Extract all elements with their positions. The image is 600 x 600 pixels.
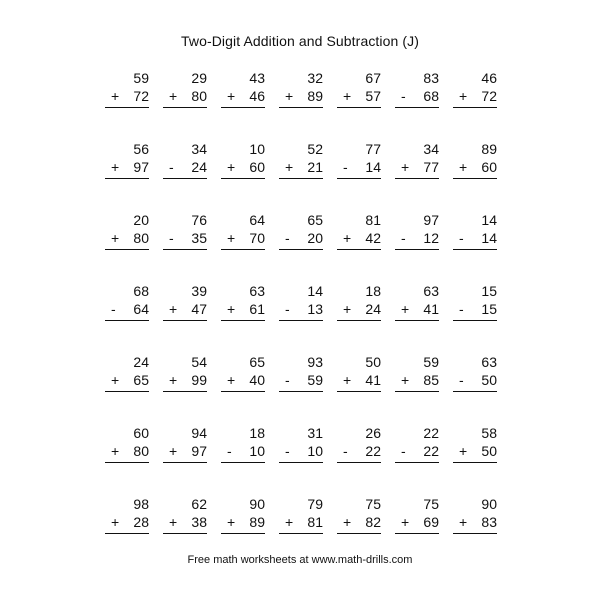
operator-sign: + (401, 301, 410, 317)
math-problem (395, 66, 439, 122)
answer-line (163, 249, 207, 250)
operator-sign: + (227, 230, 236, 246)
answer-line (221, 107, 265, 108)
answer-line (163, 107, 207, 108)
math-problem (163, 208, 207, 264)
answer-line (337, 391, 381, 392)
operator-sign: - (343, 443, 348, 459)
top-operand: 65 (307, 212, 323, 228)
math-problem (337, 279, 381, 335)
operator-sign: + (227, 301, 236, 317)
math-problem (337, 137, 381, 193)
bottom-operand: 41 (423, 301, 439, 317)
math-problem (337, 66, 381, 122)
answer-line (337, 320, 381, 321)
bottom-operand: 14 (481, 230, 497, 246)
operator-sign: + (401, 514, 410, 530)
top-operand: 64 (249, 212, 265, 228)
top-operand: 94 (191, 425, 207, 441)
answer-line (163, 178, 207, 179)
math-problem (221, 66, 265, 122)
operator-sign: - (285, 301, 290, 317)
top-operand: 46 (481, 70, 497, 86)
math-problem (105, 66, 149, 122)
answer-line (105, 249, 149, 250)
math-problem (453, 492, 497, 548)
bottom-operand: 10 (249, 443, 265, 459)
worksheet-title: Two-Digit Addition and Subtraction (J) (180, 33, 420, 49)
worksheet-footer: Free math worksheets at www.math-drills.com (187, 554, 413, 566)
bottom-operand: 64 (133, 301, 149, 317)
answer-line (221, 391, 265, 392)
operator-sign: + (227, 88, 236, 104)
top-operand: 52 (307, 141, 323, 157)
math-problem (337, 208, 381, 264)
top-operand: 54 (191, 354, 207, 370)
operator-sign: + (459, 159, 468, 175)
operator-sign: - (285, 443, 290, 459)
math-problem (395, 208, 439, 264)
operator-sign: + (343, 514, 352, 530)
operator-sign: + (169, 372, 178, 388)
bottom-operand: 22 (365, 443, 381, 459)
top-operand: 63 (481, 354, 497, 370)
top-operand: 34 (191, 141, 207, 157)
answer-line (105, 533, 149, 534)
bottom-operand: 80 (191, 88, 207, 104)
math-problem (279, 279, 323, 335)
answer-line (453, 320, 497, 321)
top-operand: 60 (133, 425, 149, 441)
math-problem (453, 137, 497, 193)
answer-line (221, 178, 265, 179)
operator-sign: + (111, 159, 120, 175)
math-problem (221, 421, 265, 477)
operator-sign: - (343, 159, 348, 175)
math-problem (279, 208, 323, 264)
math-problem (105, 279, 149, 335)
math-problem (163, 66, 207, 122)
bottom-operand: 68 (423, 88, 439, 104)
math-problem (453, 350, 497, 406)
math-problem (221, 492, 265, 548)
answer-line (337, 107, 381, 108)
bottom-operand: 22 (423, 443, 439, 459)
bottom-operand: 28 (133, 514, 149, 530)
answer-line (221, 249, 265, 250)
top-operand: 97 (423, 212, 439, 228)
top-operand: 14 (481, 212, 497, 228)
operator-sign: - (285, 372, 290, 388)
math-problem (105, 208, 149, 264)
answer-line (337, 533, 381, 534)
top-operand: 65 (249, 354, 265, 370)
top-operand: 63 (423, 283, 439, 299)
answer-line (337, 178, 381, 179)
top-operand: 20 (133, 212, 149, 228)
top-operand: 32 (307, 70, 323, 86)
bottom-operand: 77 (423, 159, 439, 175)
math-problem (105, 421, 149, 477)
bottom-operand: 15 (481, 301, 497, 317)
bottom-operand: 13 (307, 301, 323, 317)
operator-sign: + (343, 88, 352, 104)
top-operand: 76 (191, 212, 207, 228)
operator-sign: + (343, 230, 352, 246)
bottom-operand: 35 (191, 230, 207, 246)
top-operand: 34 (423, 141, 439, 157)
bottom-operand: 14 (365, 159, 381, 175)
top-operand: 79 (307, 496, 323, 512)
answer-line (105, 178, 149, 179)
bottom-operand: 24 (365, 301, 381, 317)
bottom-operand: 60 (481, 159, 497, 175)
operator-sign: + (285, 159, 294, 175)
operator-sign: - (169, 159, 174, 175)
operator-sign: + (111, 443, 120, 459)
top-operand: 22 (423, 425, 439, 441)
answer-line (105, 320, 149, 321)
top-operand: 81 (365, 212, 381, 228)
bottom-operand: 85 (423, 372, 439, 388)
math-problem (395, 279, 439, 335)
top-operand: 31 (307, 425, 323, 441)
operator-sign: + (459, 88, 468, 104)
top-operand: 67 (365, 70, 381, 86)
bottom-operand: 60 (249, 159, 265, 175)
top-operand: 59 (133, 70, 149, 86)
operator-sign: + (227, 159, 236, 175)
math-problem (395, 350, 439, 406)
bottom-operand: 81 (307, 514, 323, 530)
operator-sign: + (169, 443, 178, 459)
answer-line (279, 391, 323, 392)
math-problem (105, 350, 149, 406)
bottom-operand: 12 (423, 230, 439, 246)
bottom-operand: 46 (249, 88, 265, 104)
math-problem (221, 279, 265, 335)
operator-sign: + (227, 372, 236, 388)
math-problem (105, 492, 149, 548)
top-operand: 18 (249, 425, 265, 441)
bottom-operand: 24 (191, 159, 207, 175)
answer-line (453, 249, 497, 250)
top-operand: 39 (191, 283, 207, 299)
math-problem (453, 421, 497, 477)
operator-sign: + (343, 372, 352, 388)
top-operand: 14 (307, 283, 323, 299)
math-problem (163, 137, 207, 193)
bottom-operand: 89 (249, 514, 265, 530)
bottom-operand: 50 (481, 372, 497, 388)
math-problem (221, 208, 265, 264)
answer-line (395, 533, 439, 534)
math-problem (337, 492, 381, 548)
bottom-operand: 10 (307, 443, 323, 459)
operator-sign: + (169, 88, 178, 104)
operator-sign: - (111, 301, 116, 317)
operator-sign: + (111, 230, 120, 246)
top-operand: 29 (191, 70, 207, 86)
bottom-operand: 97 (133, 159, 149, 175)
top-operand: 75 (365, 496, 381, 512)
top-operand: 10 (249, 141, 265, 157)
bottom-operand: 72 (133, 88, 149, 104)
math-problem (279, 421, 323, 477)
top-operand: 62 (191, 496, 207, 512)
operator-sign: - (169, 230, 174, 246)
operator-sign: - (459, 301, 464, 317)
bottom-operand: 20 (307, 230, 323, 246)
math-problem (337, 350, 381, 406)
top-operand: 75 (423, 496, 439, 512)
answer-line (395, 107, 439, 108)
math-problem (453, 279, 497, 335)
bottom-operand: 89 (307, 88, 323, 104)
math-problem (163, 279, 207, 335)
answer-line (163, 462, 207, 463)
bottom-operand: 70 (249, 230, 265, 246)
operator-sign: + (401, 159, 410, 175)
top-operand: 68 (133, 283, 149, 299)
operator-sign: + (459, 443, 468, 459)
bottom-operand: 42 (365, 230, 381, 246)
math-problem (279, 492, 323, 548)
math-problem (395, 421, 439, 477)
operator-sign: - (459, 230, 464, 246)
math-problem (279, 137, 323, 193)
bottom-operand: 59 (307, 372, 323, 388)
answer-line (105, 462, 149, 463)
bottom-operand: 80 (133, 443, 149, 459)
math-problem (163, 350, 207, 406)
operator-sign: + (111, 372, 120, 388)
answer-line (163, 320, 207, 321)
math-problem (221, 350, 265, 406)
bottom-operand: 40 (249, 372, 265, 388)
answer-line (279, 533, 323, 534)
math-problem (337, 421, 381, 477)
answer-line (279, 178, 323, 179)
math-problem (395, 492, 439, 548)
answer-line (395, 320, 439, 321)
answer-line (163, 391, 207, 392)
answer-line (337, 249, 381, 250)
answer-line (221, 462, 265, 463)
top-operand: 50 (365, 354, 381, 370)
top-operand: 89 (481, 141, 497, 157)
answer-line (105, 107, 149, 108)
answer-line (395, 462, 439, 463)
answer-line (453, 391, 497, 392)
operator-sign: - (227, 443, 232, 459)
bottom-operand: 82 (365, 514, 381, 530)
bottom-operand: 72 (481, 88, 497, 104)
bottom-operand: 80 (133, 230, 149, 246)
math-problem (105, 137, 149, 193)
bottom-operand: 41 (365, 372, 381, 388)
bottom-operand: 99 (191, 372, 207, 388)
operator-sign: + (343, 301, 352, 317)
answer-line (395, 178, 439, 179)
top-operand: 93 (307, 354, 323, 370)
answer-line (279, 249, 323, 250)
top-operand: 90 (249, 496, 265, 512)
top-operand: 15 (481, 283, 497, 299)
math-problem (453, 208, 497, 264)
top-operand: 83 (423, 70, 439, 86)
operator-sign: + (227, 514, 236, 530)
operator-sign: + (285, 88, 294, 104)
operator-sign: + (169, 514, 178, 530)
bottom-operand: 50 (481, 443, 497, 459)
answer-line (395, 391, 439, 392)
answer-line (395, 249, 439, 250)
bottom-operand: 97 (191, 443, 207, 459)
answer-line (163, 533, 207, 534)
operator-sign: + (111, 88, 120, 104)
bottom-operand: 57 (365, 88, 381, 104)
answer-line (221, 320, 265, 321)
top-operand: 26 (365, 425, 381, 441)
math-problem (163, 421, 207, 477)
bottom-operand: 21 (307, 159, 323, 175)
operator-sign: - (285, 230, 290, 246)
math-problem (279, 66, 323, 122)
answer-line (279, 462, 323, 463)
operator-sign: + (285, 514, 294, 530)
answer-line (453, 178, 497, 179)
operator-sign: + (401, 372, 410, 388)
top-operand: 77 (365, 141, 381, 157)
bottom-operand: 65 (133, 372, 149, 388)
bottom-operand: 83 (481, 514, 497, 530)
operator-sign: - (459, 372, 464, 388)
math-problem (453, 66, 497, 122)
operator-sign: + (169, 301, 178, 317)
bottom-operand: 69 (423, 514, 439, 530)
answer-line (279, 107, 323, 108)
math-problem (221, 137, 265, 193)
answer-line (453, 533, 497, 534)
top-operand: 56 (133, 141, 149, 157)
top-operand: 43 (249, 70, 265, 86)
answer-line (453, 107, 497, 108)
operator-sign: + (111, 514, 120, 530)
bottom-operand: 38 (191, 514, 207, 530)
answer-line (337, 462, 381, 463)
math-problem (395, 137, 439, 193)
operator-sign: - (401, 230, 406, 246)
math-problem (279, 350, 323, 406)
operator-sign: - (401, 443, 406, 459)
answer-line (453, 462, 497, 463)
answer-line (279, 320, 323, 321)
math-problem (163, 492, 207, 548)
top-operand: 24 (133, 354, 149, 370)
top-operand: 59 (423, 354, 439, 370)
top-operand: 58 (481, 425, 497, 441)
problem-grid (105, 66, 497, 563)
bottom-operand: 61 (249, 301, 265, 317)
operator-sign: + (459, 514, 468, 530)
bottom-operand: 47 (191, 301, 207, 317)
answer-line (221, 533, 265, 534)
top-operand: 98 (133, 496, 149, 512)
top-operand: 90 (481, 496, 497, 512)
top-operand: 63 (249, 283, 265, 299)
operator-sign: - (401, 88, 406, 104)
answer-line (105, 391, 149, 392)
top-operand: 18 (365, 283, 381, 299)
